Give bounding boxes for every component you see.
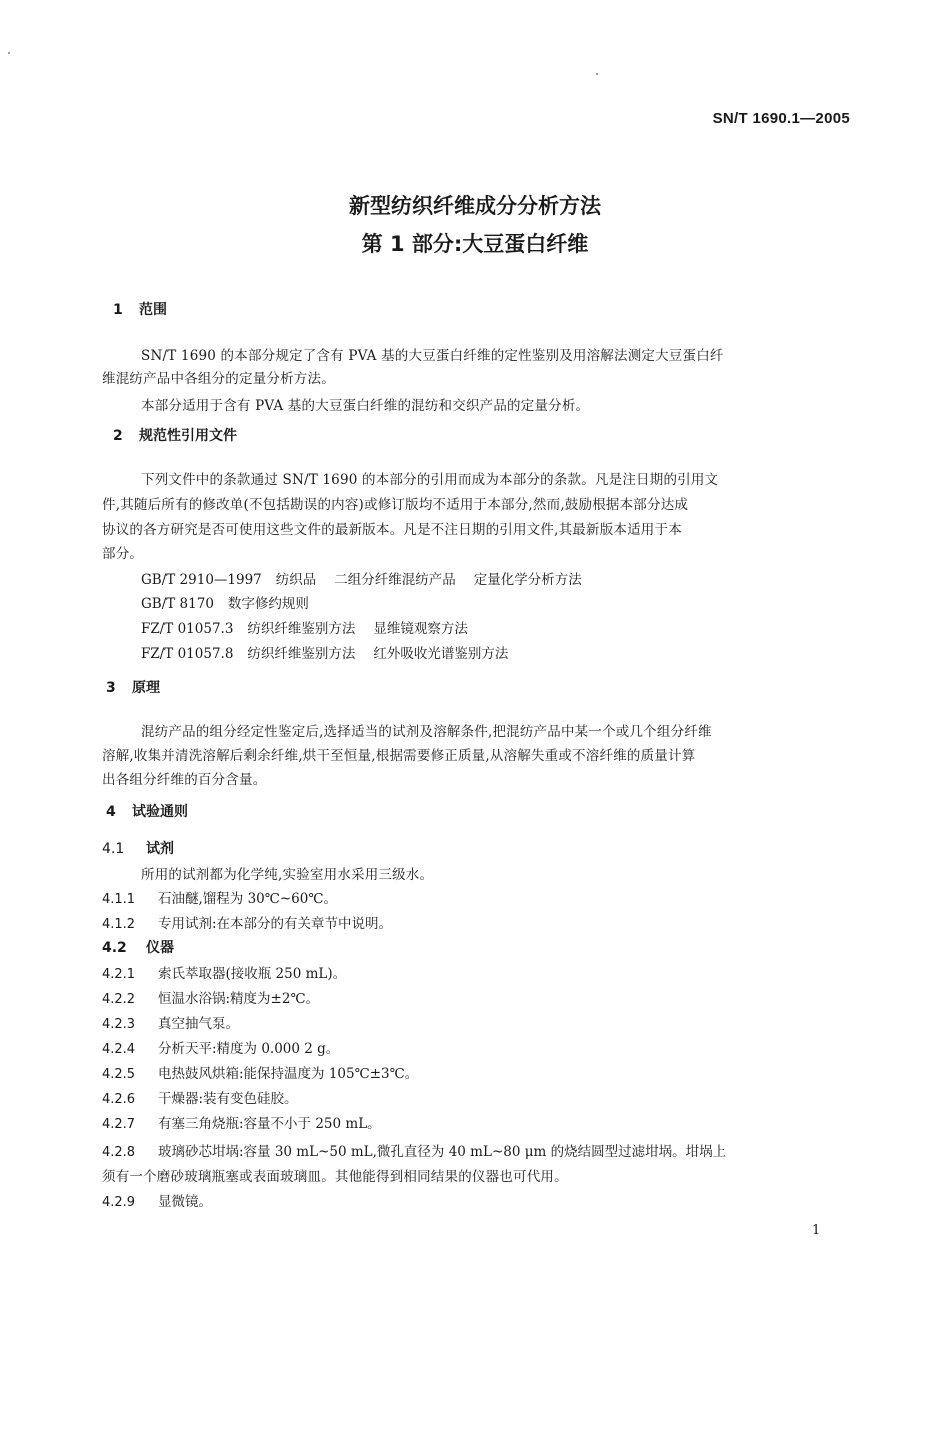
clause-item <box>102 1190 212 1210</box>
clause-text: 干燥器:装有变色硅胶。 <box>158 1091 298 1107</box>
clause-number: 4.2.8 <box>102 1145 136 1160</box>
paragraph-line: 协议的各方研究是否可使用这些文件的最新版本。凡是不注日期的引用文件,其最新版本适用于本 <box>102 522 682 538</box>
clause-text: 恒温水浴锅:精度为±2℃。 <box>158 991 320 1007</box>
subsection-title: 试剂 <box>146 841 174 857</box>
subsection-number: 4.1 <box>102 841 125 857</box>
clause-number: 4.2.1 <box>102 967 136 982</box>
paragraph-line: 出各组分纤维的百分含量。 <box>102 772 267 788</box>
reference-name: 定量化学分析方法 <box>473 572 582 588</box>
clause-text: 电热鼓风烘箱:能保持温度为 105℃±3℃。 <box>158 1066 419 1082</box>
subsection-number: 4.2 <box>102 940 127 956</box>
clause-item <box>102 887 337 907</box>
reference-name: 纺织品 <box>275 572 317 588</box>
clause-item <box>102 1062 418 1082</box>
clause-text: 索氏萃取器(接收瓶 250 mL)。 <box>158 966 347 982</box>
scan-speck <box>8 52 10 54</box>
reference-name: 纺织纤维鉴别方法 <box>247 621 356 637</box>
clause-text: 显微镜。 <box>158 1194 212 1210</box>
section-heading <box>106 801 188 821</box>
subsection-heading <box>102 838 174 858</box>
clause-item <box>102 1112 381 1132</box>
paragraph-line: 混纺产品的组分经定性鉴定后,选择适当的试剂及溶解条件,把混纺产品中某一个或几个组分纤维 <box>141 724 712 740</box>
reference-code: FZ/T 01057.8 <box>141 646 234 662</box>
section-title: 规范性引用文件 <box>139 428 237 444</box>
document-title-line2: 第 1 部分:大豆蛋白纤维 <box>361 232 589 256</box>
page-number: 1 <box>812 1223 821 1238</box>
section-number: 4 <box>106 804 116 820</box>
clause-text: 专用试剂:在本部分的有关章节中说明。 <box>158 916 393 932</box>
reference-name: 二组分纤维混纺产品 <box>334 572 456 588</box>
subsection-heading <box>102 937 174 957</box>
clause-number: 4.2.7 <box>102 1117 136 1132</box>
paragraph-line: 下列文件中的条款通过 SN/T 1690 的本部分的引用而成为本部分的条款。凡是注日期的引用文 <box>141 472 719 488</box>
reference-name: 显维镜观察方法 <box>373 621 468 637</box>
section-heading <box>113 425 237 445</box>
clause-number: 4.2.5 <box>102 1067 136 1082</box>
scan-speck <box>596 73 598 75</box>
reference-name: 红外吸收光谱鉴别方法 <box>373 646 509 662</box>
document-title-line1: 新型纺织纤维成分分析方法 <box>349 194 601 218</box>
clause-item <box>102 1037 339 1057</box>
section-number: 2 <box>113 428 123 444</box>
clause-item <box>102 1140 726 1160</box>
clause-text: 石油醚,馏程为 30℃~60℃。 <box>158 891 337 907</box>
section-heading <box>106 677 160 697</box>
reference-name: 数字修约规则 <box>227 596 309 612</box>
clause-number: 4.2.2 <box>102 992 136 1007</box>
section-title: 试验通则 <box>132 804 188 820</box>
clause-text: 有塞三角烧瓶:容量不小于 250 mL。 <box>158 1116 381 1132</box>
section-number: 1 <box>113 302 123 318</box>
section-heading <box>113 299 167 319</box>
clause-number: 4.1.1 <box>102 892 136 907</box>
reference-code: FZ/T 01057.3 <box>141 621 234 637</box>
reference-code: GB/T 8170 <box>141 596 214 612</box>
section-number: 3 <box>106 680 116 696</box>
standard-code: SN/T 1690.1—2005 <box>712 110 850 127</box>
subsection-title: 仪器 <box>146 940 174 956</box>
reference-code: GB/T 2910—1997 <box>141 572 262 588</box>
clause-text: 真空抽气泵。 <box>158 1016 239 1032</box>
clause-item <box>102 1087 298 1107</box>
paragraph-line: 溶解,收集并清洗溶解后剩余纤维,烘干至恒量,根据需要修正质量,从溶解失重或不溶纤维的质量计算 <box>102 748 696 764</box>
clause-item <box>102 962 346 982</box>
reference-entry <box>141 568 582 588</box>
section-title: 原理 <box>132 680 160 696</box>
clause-number: 4.1.2 <box>102 917 136 932</box>
clause-text: 分析天平:精度为 0.000 2 g。 <box>158 1041 340 1057</box>
clause-number: 4.2.9 <box>102 1195 136 1210</box>
section-title: 范围 <box>139 302 167 318</box>
paragraph-line: 部分。 <box>102 546 144 562</box>
paragraph-line: SN/T 1690 的本部分规定了含有 PVA 基的大豆蛋白纤维的定性鉴别及用溶解法测定大豆蛋白纤 <box>141 348 724 364</box>
clause-number: 4.2.4 <box>102 1042 136 1057</box>
reference-name: 纺织纤维鉴别方法 <box>247 646 356 662</box>
paragraph-line: 本部分适用于含有 PVA 基的大豆蛋白纤维的混纺和交织产品的定量分析。 <box>141 398 590 414</box>
clause-item <box>102 912 392 932</box>
clause-text-continued: 须有一个磨砂玻璃瓶塞或表面玻璃皿。其他能得到相同结果的仪器也可代用。 <box>102 1169 568 1185</box>
clause-text: 玻璃砂芯坩埚:容量 30 mL~50 mL,微孔直径为 40 mL~80 μm 的烧结圆型过滤坩埚。坩埚上 <box>158 1144 727 1160</box>
paragraph-line: 所用的试剂都为化学纯,实验室用水采用三级水。 <box>141 867 434 883</box>
reference-entry <box>141 592 327 612</box>
paragraph-line: 件,其随后所有的修改单(不包括勘误的内容)或修订版均不适用于本部分,然而,鼓励根据本部分达成 <box>102 497 689 513</box>
paragraph-line: 维混纺产品中各组分的定量分析方法。 <box>102 371 335 387</box>
reference-entry <box>141 642 508 662</box>
reference-entry <box>141 617 468 637</box>
clause-item <box>102 987 319 1007</box>
clause-item <box>102 1012 239 1032</box>
clause-number: 4.2.6 <box>102 1092 136 1107</box>
clause-number: 4.2.3 <box>102 1017 136 1032</box>
